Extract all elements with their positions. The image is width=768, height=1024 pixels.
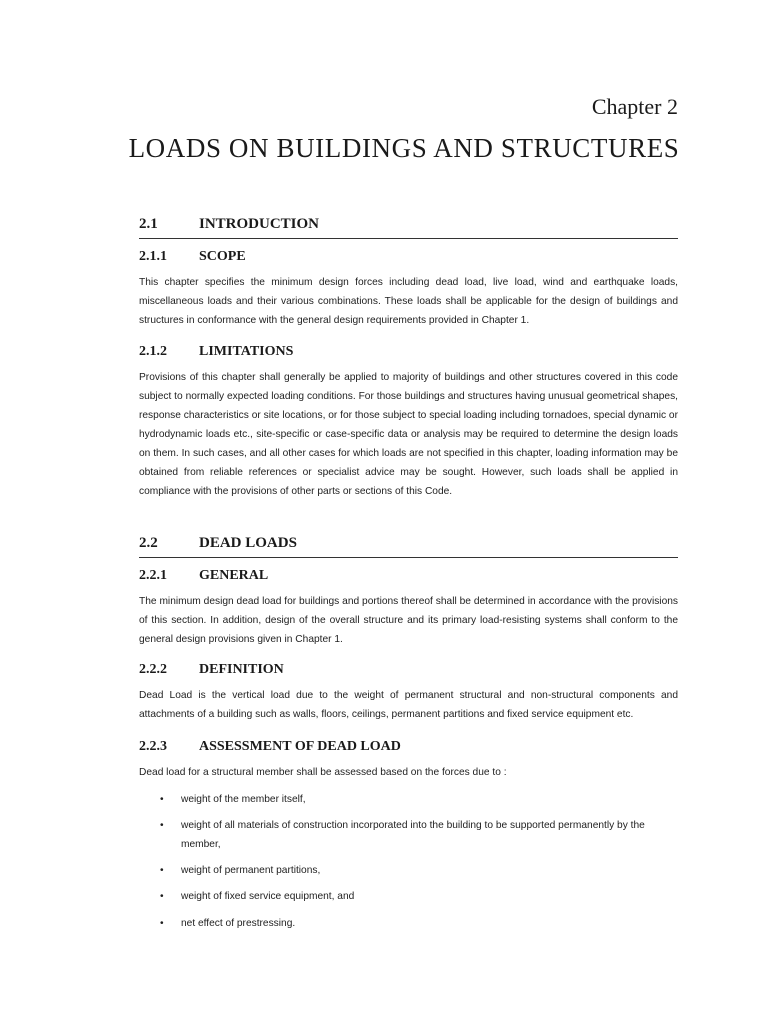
definition-paragraph: Dead Load is the vertical load due to the weight of permanent structural and non-structural components and attachments of a building such as walls, floors, ceilings, permanent partitions and fixed service equipment etc. <box>139 690 678 720</box>
subsection-title: SCOPE <box>199 249 246 264</box>
subsection-number: 2.2.1 <box>139 568 167 583</box>
subsection-number: 2.1.1 <box>139 249 167 264</box>
list-item-text: weight of all materials of construction incorporated into the building to be supported permanently by the member, <box>181 820 645 850</box>
subsection-heading-2-2-3 <box>139 739 678 759</box>
general-paragraph: The minimum design dead load for buildings and portions thereof shall be determined in accordance with the provisions of this section. In addition, design of the overall structure and its primary load-resisting systems shall conform to the general design provisions given in Chapter 1. <box>139 596 678 645</box>
subsection-number: 2.2.2 <box>139 662 167 677</box>
subsection-title: GENERAL <box>199 568 269 583</box>
assessment-intro: Dead load for a structural member shall be assessed based on the forces due to : <box>139 767 507 778</box>
section-number: 2.1 <box>139 216 158 232</box>
subsection-title: ASSESSMENT OF DEAD LOAD <box>199 739 401 754</box>
bullet-icon: • <box>160 865 164 876</box>
scope-paragraph: This chapter specifies the minimum design forces including dead load, live load, wind and earthquake loads, miscellaneous loads and their various combinations. These loads shall be applicable for the design of buildings and structures in conformance with the general design requirements provided in Chapter 1. <box>139 277 678 326</box>
bullet-icon: • <box>160 891 164 902</box>
subsection-number: 2.2.3 <box>139 739 167 754</box>
section-number: 2.2 <box>139 535 158 551</box>
chapter-label: Chapter 2 <box>591 94 678 119</box>
section-heading-2-1 <box>139 216 678 239</box>
subsection-number: 2.1.2 <box>139 344 167 359</box>
list-item-text: weight of fixed service equipment, and <box>181 891 355 902</box>
subsection-heading-2-1-1 <box>139 249 678 269</box>
bullet-icon: • <box>160 820 164 831</box>
section-title: DEAD LOADS <box>199 535 297 551</box>
list-item-text: net effect of prestressing. <box>181 918 296 929</box>
subsection-heading-2-1-2 <box>139 344 678 364</box>
bullet-icon: • <box>160 794 164 805</box>
section-title: INTRODUCTION <box>199 216 320 232</box>
list-item-text: weight of permanent partitions, <box>181 865 321 876</box>
section-heading-2-2 <box>139 535 678 558</box>
bullet-icon: • <box>160 918 164 929</box>
list-item-text: weight of the member itself, <box>181 794 306 805</box>
chapter-title: LOADS ON BUILDINGS AND STRUCTURES <box>128 133 680 163</box>
subsection-heading-2-2-2 <box>139 662 678 682</box>
subsection-title: DEFINITION <box>199 662 284 677</box>
subsection-title: LIMITATIONS <box>199 344 294 359</box>
limitations-paragraph: Provisions of this chapter shall generally be applied to majority of buildings and other structures covered in this code subject to normally expected loading conditions. For those buildings and structures having unusual geometrical shapes, response characteristics or site locations, or for those subject to special loading including tornadoes, special dynamic or hydrodynamic loads etc., site-specific or case-specific data or analysis may be required to determine the design loads on them. In such cases, and all other cases for which loads are not specified in this chapter, loading information may be obtained from reliable references or specialist advice may be sought. However, such loads shall be applied in compliance with the provisions of other parts or sections of this Code. <box>139 372 678 497</box>
subsection-heading-2-2-1 <box>139 568 678 588</box>
